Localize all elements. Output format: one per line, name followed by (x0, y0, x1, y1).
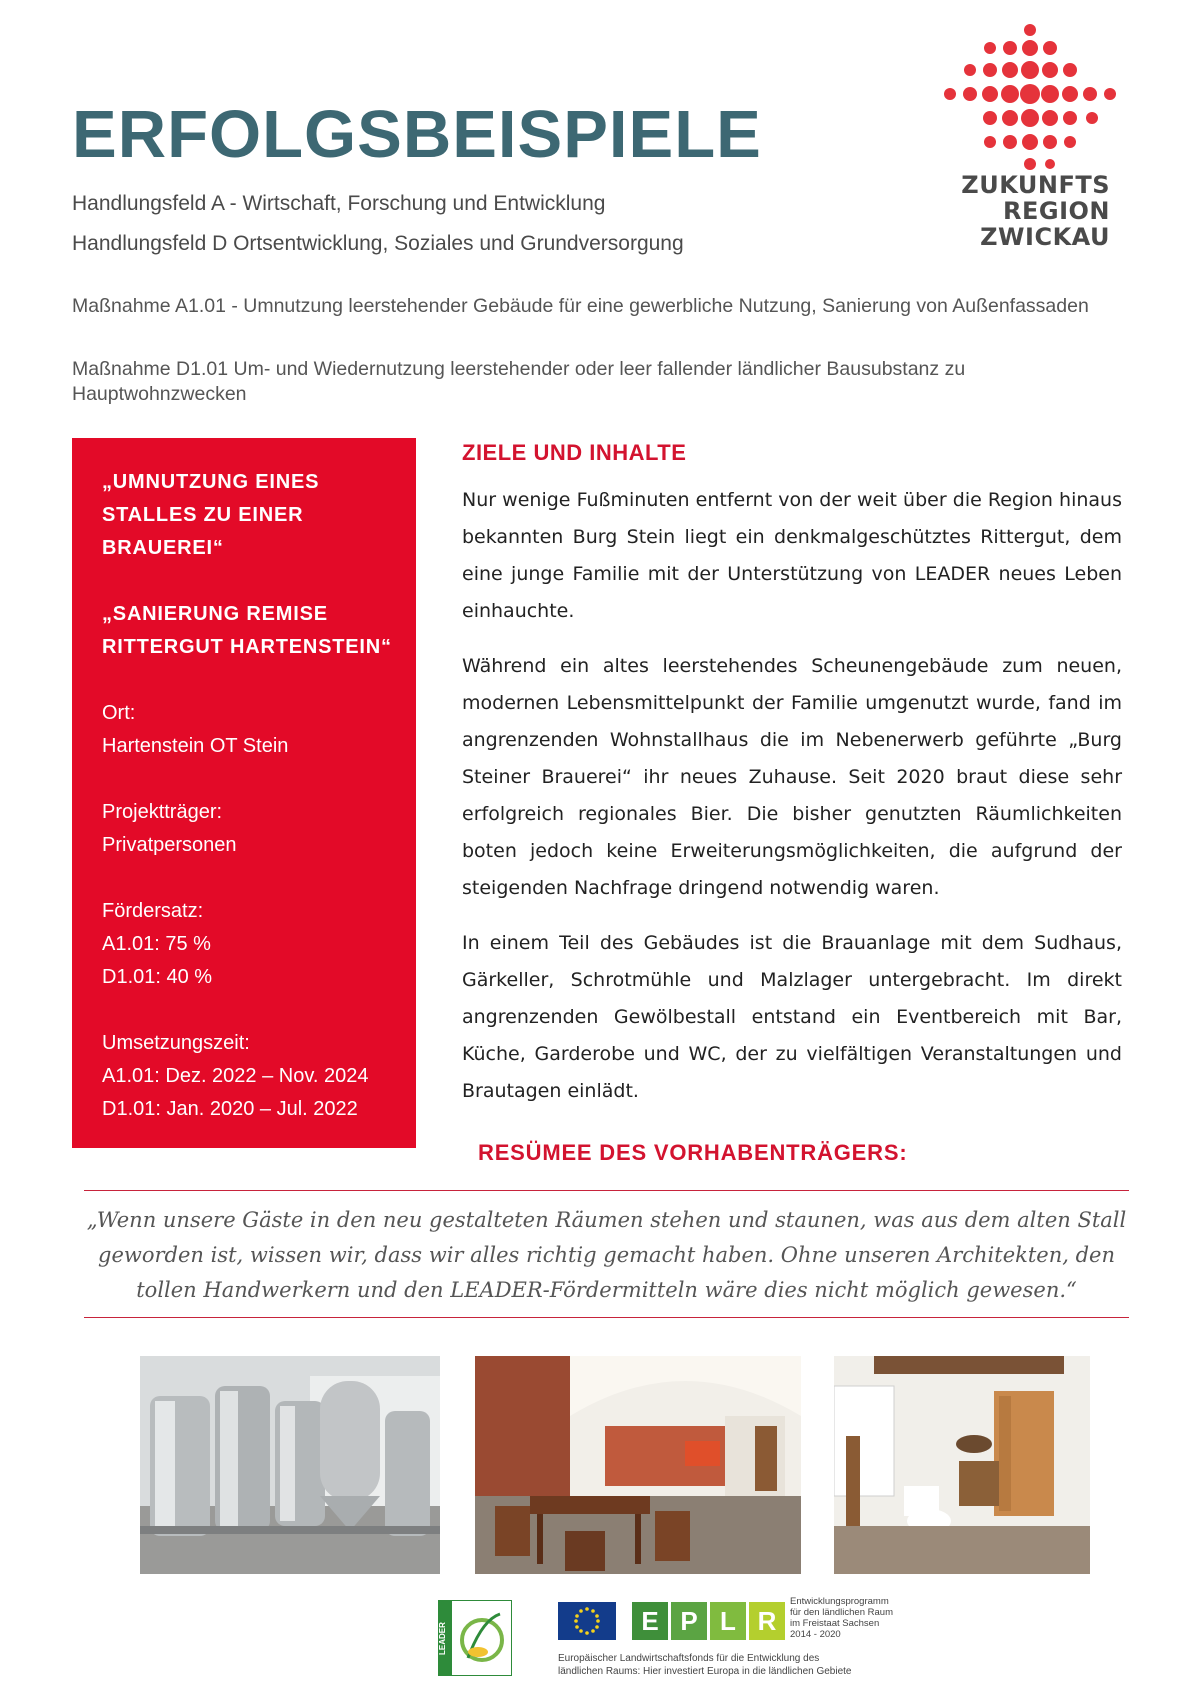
massnahme-a: Maßnahme A1.01 - Umnutzung leerstehender Gebäude für eine gewerbliche Nutzung, Sanierung von Außenfassaden (72, 295, 1089, 317)
quote-top-rule (84, 1190, 1129, 1191)
eplr-letter-e: E (632, 1602, 668, 1640)
zukunftsregion-logo (880, 22, 1180, 262)
ort-value: Hartenstein OT Stein (102, 735, 289, 757)
photo-brewhouse (140, 1356, 440, 1574)
umsetzungszeit-label: Umsetzungszeit: (102, 1032, 250, 1054)
eplr-desc-2: für den ländlichen Raum (790, 1607, 893, 1618)
eplr-desc-4: 2014 - 2020 (790, 1629, 841, 1640)
eplr-desc-1: Entwicklungsprogramm (790, 1596, 889, 1607)
umsetzungszeit-d: D1.01: Jan. 2020 – Jul. 2022 (102, 1098, 358, 1120)
project-title-2: „SANIERUNG REMISE RITTERGUT HARTENSTEIN“ (102, 603, 392, 658)
ziele-und-inhalte-section (462, 440, 1122, 1128)
massnahme-d: Maßnahme D1.01 Um- und Wiedernutzung leerstehender oder leer fallender ländlicher Bausubstanz zu Hauptwohnzwecken (72, 358, 966, 405)
project-title-1: „UMNUTZUNG EINES STALLES ZU EINER BRAUEREI“ (102, 471, 320, 559)
photo-washroom (834, 1356, 1090, 1574)
logo-line-2: REGION (1003, 197, 1110, 225)
eplr-letter-p: P (671, 1602, 707, 1640)
footer-funding-logos (0, 1590, 1191, 1684)
eplr-desc-3: im Freistaat Sachsen (790, 1618, 880, 1629)
logo-wordmark (880, 172, 1110, 250)
handlungsfeld-a: Handlungsfeld A - Wirtschaft, Forschung und Entwicklung (72, 192, 606, 215)
dot-cross-icon (880, 22, 1180, 182)
eu-flag-icon (558, 1602, 616, 1640)
umsetzungszeit-a: A1.01: Dez. 2022 – Nov. 2024 (102, 1065, 369, 1087)
foerdersatz-label: Fördersatz: (102, 900, 204, 922)
project-info-box (72, 438, 416, 1148)
foerdersatz-a: A1.01: 75 % (102, 933, 211, 955)
leader-label: LEADER (438, 1622, 447, 1656)
page-title: ERFOLGSBEISPIELE (72, 97, 762, 172)
quote-bottom-rule (84, 1317, 1129, 1318)
logo-line-1: ZUKUNFTS (961, 171, 1110, 199)
paragraph-1: Nur wenige Fußminuten entfernt von der weit über die Region hinaus bekannten Burg Stein liegt ein denkmalgeschütztes Rittergut, dem eine junge Familie mit der Unterstützung von LEADER neues Leben einhauchte. (462, 489, 1122, 622)
handlungsfeld-d: Handlungsfeld D Ortsentwicklung, Soziales und Grundversorgung (72, 232, 684, 255)
resuemee-quote: „Wenn unsere Gäste in den neu gestalteten Räumen stehen und staunen, was aus dem alten Stall geworden ist, wissen wir, dass wir alles richtig gemacht haben. Ohne unseren Architekten, den tollen Handwerkern und den LEADER-Fördermitteln wäre dies nicht möglich gewesen.“ (86, 1208, 1127, 1302)
resuemee-heading: RESÜMEE DES VORHABENTRÄGERS: (478, 1140, 908, 1165)
eplr-description (790, 1596, 920, 1640)
eplr-letter-r: R (749, 1602, 785, 1640)
traeger-value: Privatpersonen (102, 834, 237, 856)
eu-fund-line-2: ländlichen Raums: Hier investiert Europa in die ländlichen Gebiete (558, 1666, 852, 1677)
paragraph-2: Während ein altes leerstehendes Scheunengebäude zum neuen, modernen Lebensmittelpunkt der Familie umgenutzt wurde, fand im angrenzenden Wohnstallhaus die im Nebenerwerb geführte „Burg Steiner Brauerei“ ihr neues Zuhause. Seit 2020 braut diese sehr erfolgreich regionales Bier. Die bisher genutzten Räumlichkeiten boten jedoch keine Erweiterungsmöglichkeiten, die aufgrund der steigenden Nachfrage dringend notwendig waren. (462, 655, 1122, 899)
eu-fund-caption (558, 1652, 898, 1678)
foerdersatz-d: D1.01: 40 % (102, 966, 213, 988)
ort-label: Ort: (102, 702, 136, 724)
paragraph-3: In einem Teil des Gebäudes ist die Brauanlage mit dem Sudhaus, Gärkeller, Schrotmühle und Malzlager untergebracht. Im direkt angrenzenden Gewölbestall entstand ein Eventbereich mit Bar, Küche, Garderobe und WC, der zu vielfältigen Veranstaltungen und Brautagen einlädt. (462, 932, 1122, 1102)
photo-event-room (475, 1356, 801, 1574)
traeger-label: Projektträger: (102, 801, 223, 823)
eplr-letter-l: L (710, 1602, 746, 1640)
eplr-logo (632, 1602, 785, 1640)
logo-line-3: ZWICKAU (980, 223, 1110, 251)
eu-fund-line-1: Europäischer Landwirtschaftsfonds für die Entwicklung des (558, 1653, 820, 1664)
section-heading: ZIELE UND INHALTE (462, 440, 687, 465)
